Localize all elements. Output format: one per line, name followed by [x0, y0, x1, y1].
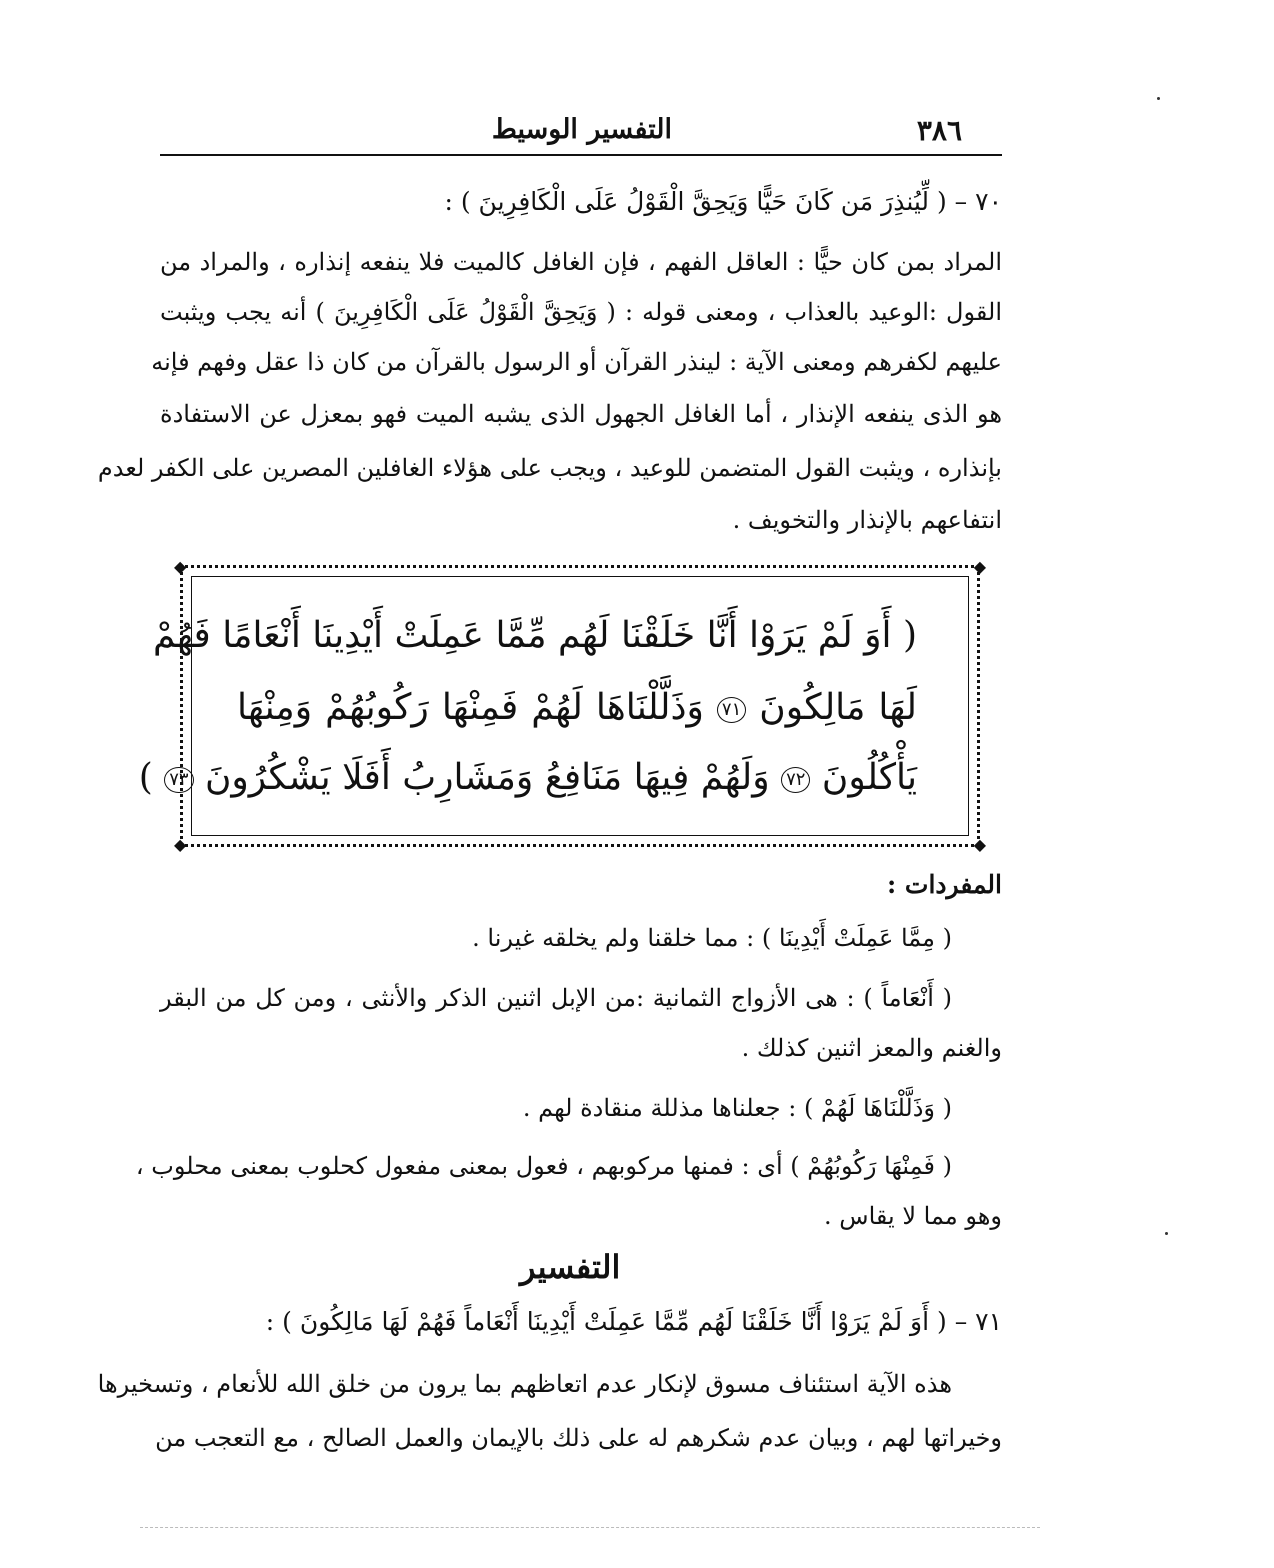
paragraph-line: بإنذاره ، ويثبت القول المتضمن للوعيد ، ويجب على هؤلاء الغافلين المصرين على الكفر لعدم	[97, 454, 1002, 482]
quran-line-1	[153, 606, 917, 666]
page-number: ٣٨٦	[916, 114, 962, 147]
quran-line-3	[138, 748, 917, 808]
verse-71-heading: ٧١ – ( أَوَ لَمْ يَرَوْا أَنَّا خَلَقْنَا لَهُم مِّمَّا عَمِلَتْ أَيْدِينَا أَنْعَاماً فَهُمْ لَهَا مَالِكُونَ ) :	[265, 1307, 1002, 1336]
paragraph-line: انتفاعهم بالإنذار والتخويف .	[732, 506, 1002, 534]
vocab-item: ( فَمِنْهَا رَكُوبُهُمْ ) أى : فمنها مركوبهم ، فعول بمعنى مفعول كحلوب بمعنى محلوب ،	[135, 1152, 952, 1180]
quran-line-2	[237, 678, 917, 738]
paragraph-line: هو الذى ينفعه الإنذار ، أما الغافل الجهول الذى يشبه الميت فهو بمعزل عن الاستفادة	[160, 400, 1002, 428]
quran-text: )	[138, 757, 153, 798]
tafsir-heading: التفسير	[520, 1248, 621, 1286]
scan-artifact-line	[140, 1527, 1040, 1528]
paragraph-line: المراد بمن كان حيًّا : العاقل الفهم ، فإن الغافل كالميت فلا ينفعه إنذاره ، والمراد من	[160, 248, 1002, 276]
vocab-item: ( مِمَّا عَمِلَتْ أَيْدِينَا ) : مما خلقنا ولم يخلقه غيرنا .	[472, 924, 952, 952]
quran-text: لَهَا مَالِكُونَ	[759, 687, 917, 728]
quran-text: وَلَهُمْ فِيهَا مَنَافِعُ وَمَشَارِبُ أَفَلَا يَشْكُرُونَ	[204, 757, 770, 798]
paragraph-line: وخيراتها لهم ، وبيان عدم شكرهم له على ذلك بالإيمان والعمل الصالح ، مع التعجب من	[155, 1424, 1002, 1452]
verse-number-73: ٧٣	[164, 767, 193, 793]
scan-speck	[1157, 97, 1160, 100]
verse-number-72: ٧٢	[781, 767, 810, 793]
vocab-heading: المفردات :	[886, 870, 1002, 899]
quran-text: وَذَلَّلْنَاهَا لَهُمْ فَمِنْهَا رَكُوبُهُمْ وَمِنْهَا	[237, 687, 704, 728]
vocab-item: والغنم والمعز اثنين كذلك .	[741, 1034, 1002, 1062]
vocab-item: وهو مما لا يقاس .	[824, 1202, 1002, 1230]
verse-70-heading: ٧٠ – ( لِّيُنذِرَ مَن كَانَ حَيًّا وَيَحِقَّ الْقَوْلُ عَلَى الْكَافِرِينَ ) :	[444, 187, 1002, 216]
corner-ornament-icon: ◆	[174, 557, 187, 576]
quran-text: ( أَوَ لَمْ يَرَوْا أَنَّا خَلَقْنَا لَهُم مِّمَّا عَمِلَتْ أَيْدِينَا أَنْعَامًا فَهُمْ	[153, 615, 917, 656]
quran-text: يَأْكُلُونَ	[821, 757, 917, 798]
corner-ornament-icon: ◆	[174, 835, 187, 854]
paragraph-line: عليهم لكفرهم ومعنى الآية : لينذر القرآن أو الرسول بالقرآن من كان ذا عقل وفهم فإنه	[151, 348, 1002, 376]
corner-ornament-icon: ◆	[973, 557, 986, 576]
corner-ornament-icon: ◆	[973, 835, 986, 854]
paragraph-line: هذه الآية استئناف مسوق لإنكار عدم اتعاظهم بما يرون من خلق الله للأنعام ، وتسخيرها	[97, 1370, 952, 1398]
paragraph-line: القول :الوعيد بالعذاب ، ومعنى قوله : ( وَيَحِقَّ الْقَوْلُ عَلَى الْكَافِرِينَ ) أنه يجب ويثبت	[160, 298, 1002, 326]
vocab-item: ( أَنْعَاماً ) : هى الأزواج الثمانية :من الإبل اثنين الذكر والأنثى ، ومن كل من البقر	[160, 984, 952, 1012]
quran-verse-frame	[138, 557, 986, 854]
vocab-item: ( وَذَلَّلْنَاهَا لَهُمْ ) : جعلناها مذللة منقادة لهم .	[522, 1094, 952, 1122]
verse-number-71: ٧١	[717, 697, 746, 723]
scan-speck	[1165, 1232, 1168, 1235]
page-header	[160, 110, 1002, 156]
running-title: التفسير الوسيط	[491, 114, 672, 145]
